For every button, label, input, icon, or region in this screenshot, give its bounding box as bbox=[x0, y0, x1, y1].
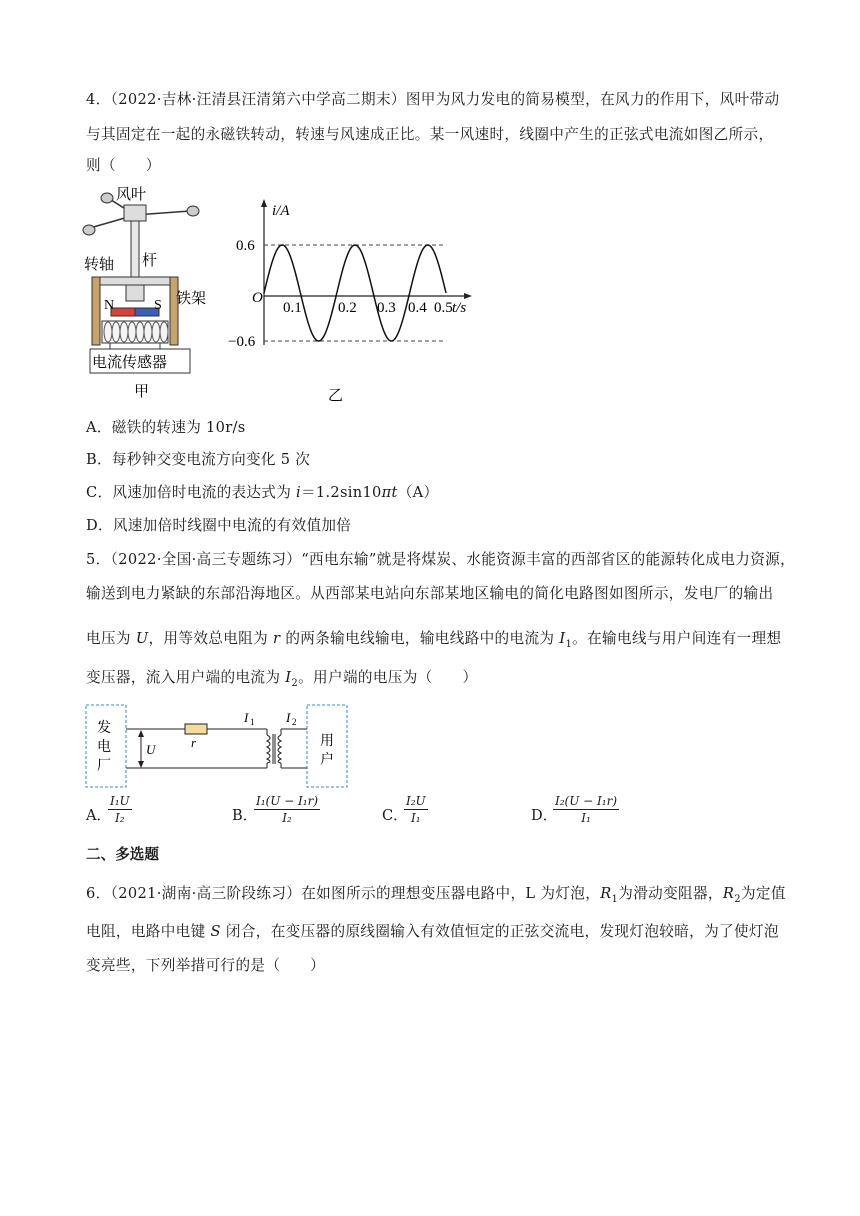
label-plant-2: 电 bbox=[97, 740, 111, 755]
q5-var-i2-sub: 2 bbox=[291, 677, 299, 689]
q4-option-d[interactable]: D．风速加倍时线圈中电流的有效值加倍 bbox=[86, 517, 352, 534]
graph-tick-0.4: 0.4 bbox=[408, 300, 427, 316]
q5-line-1: 5．（2022·全国·高三专题练习）“西电东输”就是将煤炭、水能资源丰富的西部省区的能源转化成电力资源， bbox=[86, 551, 796, 568]
q5-option-b-fraction[interactable] bbox=[254, 794, 320, 825]
q6-var-r2: R bbox=[722, 885, 735, 902]
section-title-multi-choice: 二、多选题 bbox=[86, 846, 159, 863]
graph-tick-0.3: 0.3 bbox=[377, 300, 396, 316]
q5-option-d-fraction[interactable] bbox=[553, 794, 619, 825]
graph-y-pos: 0.6 bbox=[236, 238, 255, 254]
q5-option-b-num: I₁(U − I₁r) bbox=[256, 794, 318, 808]
label-user-1: 用 bbox=[320, 734, 334, 749]
graph-tick-0.5: 0.5 bbox=[434, 300, 453, 316]
q6-line-3: 变亮些，下列举措可行的是（ ） bbox=[86, 957, 326, 974]
q6-line-2-b: 闭合，在变压器的原线圈输入有效值恒定的正弦交流电，发现灯泡较暗，为了使灯泡 bbox=[220, 923, 779, 940]
q6-var-s: S bbox=[210, 923, 221, 940]
q6-line-2 bbox=[86, 922, 779, 942]
q6-line-1-c: 为定值 bbox=[740, 885, 786, 902]
q4-option-c-i: i bbox=[296, 484, 301, 501]
label-fengye: 风叶 bbox=[116, 187, 147, 203]
q5-line-3-d: 。在输电线与用户间连有一理想 bbox=[572, 630, 782, 647]
q4-option-a[interactable]: A．磁铁的转速为 10r/s bbox=[86, 419, 246, 436]
label-u: U bbox=[146, 742, 156, 757]
q4-line-1: 4．（2022·吉林·汪清县汪清第六中学高二期末）图甲为风力发电的简易模型，在风力的作用下，风叶带动 bbox=[86, 91, 780, 108]
q5-var-r: r bbox=[273, 630, 281, 647]
graph-tick-0.1: 0.1 bbox=[283, 300, 302, 316]
q5-line-3-a: 电压为 bbox=[86, 630, 136, 647]
q5-var-i1: I bbox=[559, 630, 566, 647]
q5-line-3 bbox=[86, 629, 781, 655]
label-r: r bbox=[191, 735, 197, 750]
figure-transmission-circuit bbox=[80, 702, 355, 792]
label-gan: 杆 bbox=[142, 253, 158, 269]
q4-option-c[interactable] bbox=[86, 483, 438, 503]
graph-tick-0.2: 0.2 bbox=[338, 300, 357, 316]
label-i1-sub: 1 bbox=[250, 717, 255, 727]
q5-option-d-den: I₁ bbox=[581, 811, 591, 825]
q5-option-d-num: I₂(U − I₁r) bbox=[555, 794, 617, 808]
figure-yi-current-graph bbox=[228, 195, 488, 405]
graph-origin: O bbox=[252, 290, 263, 306]
label-i2: I bbox=[286, 710, 291, 725]
label-plant-3: 厂 bbox=[97, 759, 111, 774]
figure-jia-wind-generator bbox=[80, 185, 210, 405]
q5-line-4 bbox=[86, 668, 477, 694]
label-i2-sub: 2 bbox=[292, 717, 297, 727]
graph-ylabel: i/A bbox=[272, 203, 290, 219]
label-zhuanzhou: 转轴 bbox=[84, 257, 115, 273]
q5-line-3-b: ，用等效总电阻为 bbox=[148, 630, 274, 647]
q5-line-2: 输送到电力紧缺的东部沿海地区。从西部某电站向东部某地区输电的简化电路图如图所示，发电厂的输出 bbox=[86, 585, 774, 602]
q5-line-4-b: 。用户端的电压为（ ） bbox=[298, 669, 478, 686]
q5-var-u: U bbox=[135, 630, 149, 647]
graph-xlabel: t/s bbox=[452, 300, 467, 316]
q4-line-3: 则（ ） bbox=[86, 157, 161, 174]
label-s-pole: S bbox=[154, 298, 162, 313]
q5-option-c-label[interactable]: C． bbox=[382, 807, 408, 824]
q5-option-a-den: I₂ bbox=[115, 811, 125, 825]
q5-option-d-label[interactable]: D． bbox=[531, 807, 558, 824]
q6-var-r2-sub: 2 bbox=[734, 893, 741, 905]
q4-option-c-pi: π bbox=[381, 484, 392, 501]
q5-var-i1-sub: 1 bbox=[565, 638, 573, 650]
q4-option-c-t: t bbox=[391, 484, 398, 501]
graph-y-neg: −0.6 bbox=[228, 334, 256, 350]
q5-option-a-fraction[interactable] bbox=[108, 794, 132, 825]
q5-option-c-fraction[interactable] bbox=[404, 794, 428, 825]
q5-line-4-a: 变压器，流入用户端的电流为 bbox=[86, 669, 286, 686]
q5-option-c-num: I₂U bbox=[406, 794, 426, 808]
q4-option-c-pre: C．风速加倍时电流的表达式为 bbox=[86, 484, 297, 501]
q6-var-r1-sub: 1 bbox=[611, 893, 619, 905]
q5-option-a-label[interactable]: A． bbox=[86, 807, 112, 824]
q5-option-b-den: I₂ bbox=[282, 811, 292, 825]
q6-var-r1: R bbox=[600, 885, 612, 902]
q6-line-1-b: 为滑动变阻器， bbox=[618, 885, 723, 902]
q5-option-b-label[interactable]: B． bbox=[232, 807, 258, 824]
label-tiejia: 铁架 bbox=[176, 291, 207, 307]
caption-jia: 甲 bbox=[134, 384, 150, 400]
q6-line-2-a: 电阻，电路中电键 bbox=[86, 923, 211, 940]
label-plant-1: 发 bbox=[97, 721, 111, 736]
q5-var-i2: I bbox=[285, 669, 292, 686]
q4-line-2: 与其固定在一起的永磁铁转动，转速与风速成正比。某一风速时，线圈中产生的正弦式电流如图乙所示， bbox=[86, 126, 774, 143]
q5-option-c-den: I₁ bbox=[411, 811, 421, 825]
sine-current-curve bbox=[264, 245, 446, 341]
q4-option-c-mid: ＝1.2sin10 bbox=[301, 484, 382, 501]
label-user-2: 户 bbox=[320, 753, 334, 768]
label-i1: I bbox=[244, 710, 249, 725]
q4-option-c-post: （A） bbox=[397, 484, 439, 501]
label-sensor: 电流传感器 bbox=[92, 355, 168, 371]
label-n-pole: N bbox=[104, 298, 115, 313]
q4-option-b[interactable]: B．每秒钟交变电流方向变化 5 次 bbox=[86, 451, 311, 468]
q6-line-1-a: 6．（2021·湖南·高三阶段练习）在如图所示的理想变压器电路中，L 为灯泡， bbox=[86, 885, 601, 902]
caption-yi: 乙 bbox=[328, 388, 344, 404]
q5-line-3-c: 的两条输电线输电，输电线路中的电流为 bbox=[280, 630, 560, 647]
q5-option-a-num: I₁U bbox=[110, 794, 130, 808]
q6-line-1 bbox=[86, 884, 786, 910]
